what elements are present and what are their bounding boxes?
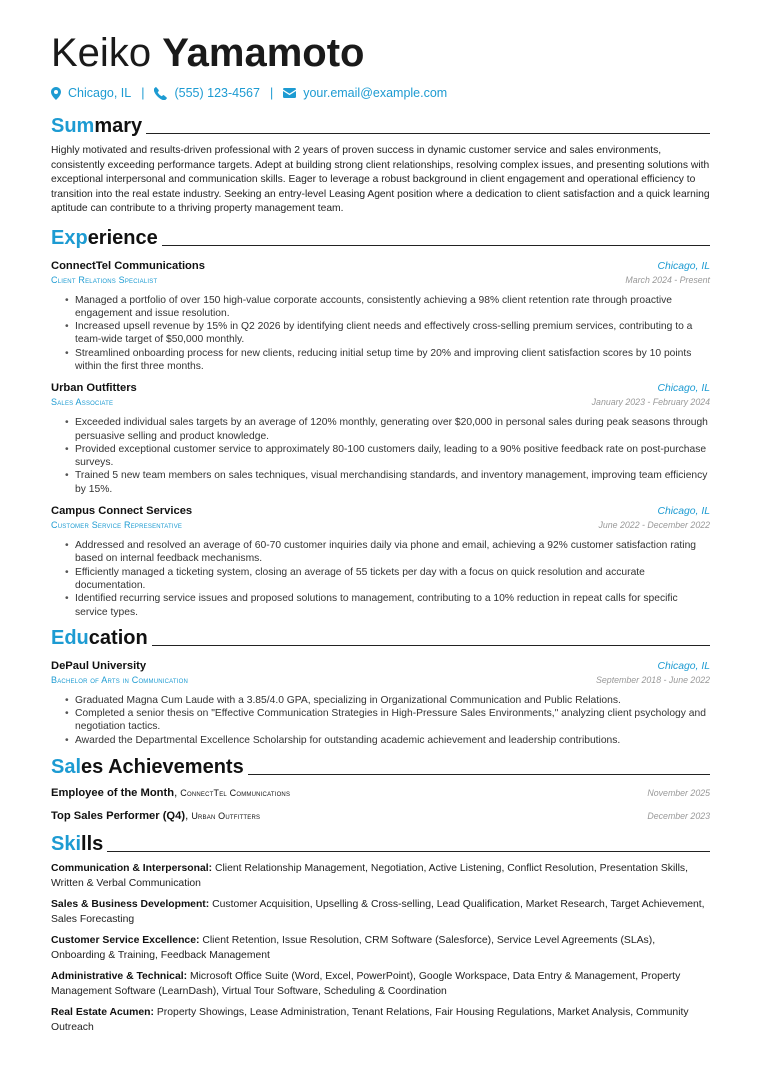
achievement-title: Top Sales Performer (Q4) (51, 810, 186, 823)
bullet-item: • Streamlined onboarding process for new clients, reducing initial setup time by 20% and improving client satisfaction scores by 10 points within the first three months. (65, 347, 710, 374)
bullet-item: • Provided exceptional customer service to approximately 80-100 customers daily, leading to a 90% positive feedback rate on post-purchase surveys. (65, 443, 710, 470)
resume (51, 30, 710, 1035)
section-education-heading (51, 626, 710, 650)
skill-label: Real Estate Acumen: (51, 1007, 154, 1019)
org-name: Campus Connect Services (51, 505, 193, 518)
bullet-item: • Completed a senior thesis on "Effective Communication Strategies in High-Pressure Sales Environments," analyzing client psychology and negotiation tactics. (65, 707, 710, 734)
skill-group (51, 898, 710, 927)
org-name: Urban Outfitters (51, 382, 137, 395)
contact-phone[interactable] (154, 85, 259, 101)
job-title: Client Relations Specialist (51, 274, 158, 285)
summary-text: Highly motivated and results-driven professional with 2 years of proven success in dynamic customer service and sales environments, consistently exceeding performance targets. Adept at building strong client relationships, resolving complex issues, and presenting solutions with exceptional interpersonal and communication skills. Eager to leverage a robust background in client engagement and operational efficiency to transition into the real estate industry. Seeking an entry-level Leasing Agent position where a dedication to client satisfaction and a quick learning aptitude can contribute to a thriving property management team. (51, 145, 710, 214)
degree: Bachelor of Arts in Communication (51, 674, 189, 685)
section-title: Skills (51, 833, 104, 856)
education-dates: September 2018 - June 2022 (596, 674, 710, 685)
section-title: Experience (51, 226, 158, 249)
bullet-item: • Trained 5 new team members on sales techniques, visual merchandising standards, and inventory management, improving team efficiency by 15%. (65, 469, 710, 496)
school-location: Chicago, IL (657, 660, 710, 672)
last-name: Yamamoto (162, 31, 365, 75)
candidate-name (51, 30, 710, 76)
org-location: Chicago, IL (657, 506, 710, 518)
email-link: your.email@example.com (303, 86, 448, 100)
job-dates: March 2024 - Present (625, 274, 710, 285)
bullet-item: • Increased upsell revenue by 15% in Q2 2026 by identifying client needs and effectively cross-selling premium services, contributing to a team-wide target of $50,000 monthly. (65, 320, 710, 347)
education-entry (51, 659, 710, 747)
skill-text: Microsoft Office Suite (Word, Excel, PowerPoint), Google Workspace, Data Entry & Management, Property Management Software (LearnDash), Virtual Tour Software, Scheduling & Coordination (51, 971, 681, 997)
skill-label: Customer Service Excellence: (51, 935, 200, 947)
achievement-item: Top Sales Performer (Q4), Urban Outfitters December 2023 (51, 810, 710, 823)
experience-entry (51, 504, 710, 619)
skill-text: Client Retention, Issue Resolution, CRM Software (Salesforce), Service Level Agreements (SLAs), Onboarding & Training, Feedback Management (51, 935, 656, 961)
skill-text: Property Showings, Lease Administration, Tenant Relations, Fair Housing Regulations, Market Analysis, Community Outreach (51, 1007, 689, 1033)
skill-label: Administrative & Technical: (51, 971, 188, 983)
contact-email[interactable] (283, 85, 447, 101)
bullet-item: • Addressed and resolved an average of 60-70 customer inquiries daily via phone and email, achieving a 92% customer satisfaction rating based on internal feedback mechanisms. (65, 539, 710, 566)
contact-separator: | (269, 86, 274, 100)
org-name: ConnectTel Communications (51, 259, 205, 272)
job-dates: January 2023 - February 2024 (591, 397, 710, 408)
section-rule (146, 133, 710, 134)
skill-group (51, 970, 710, 999)
bullet-list (65, 694, 710, 747)
bullet-item: • Awarded the Departmental Excellence Scholarship for outstanding academic achievement and leadership contributions. (65, 734, 710, 747)
contact-location (51, 85, 131, 101)
section-summary-heading (51, 114, 710, 138)
first-name: Keiko (51, 31, 152, 75)
job-dates: June 2022 - December 2022 (598, 520, 710, 531)
skill-text: Client Relationship Management, Negotiation, Active Listening, Conflict Resolution, Presentation Skills, Written & Verbal Communication (51, 863, 688, 889)
job-title: Customer Service Representative (51, 520, 183, 531)
section-rule (152, 645, 710, 646)
phone-icon (154, 87, 167, 100)
skill-label: Communication & Interpersonal: (51, 863, 213, 875)
map-pin-icon (51, 87, 61, 100)
job-title: Sales Associate (51, 397, 114, 408)
section-title: Summary (51, 115, 143, 137)
skill-group (51, 862, 710, 891)
experience-entry (51, 259, 710, 374)
bullet-item: • Graduated Magna Cum Laude with a 3.85/4.0 GPA, specializing in Organizational Communication and Public Relations. (65, 694, 710, 707)
envelope-icon (283, 88, 296, 98)
bullet-item: • Managed a portfolio of over 150 high-value corporate accounts, consistently achieving a 98% client retention rate through proactive engagement and issue resolution. (65, 294, 710, 321)
achievement-date: November 2025 (647, 788, 710, 799)
school-name: DePaul University (51, 659, 147, 672)
bullet-list (65, 294, 710, 374)
achievement-item: Employee of the Month, ConnectTel Communications November 2025 (51, 787, 710, 800)
skill-group (51, 934, 710, 963)
achievement-company: Urban Outfitters (191, 811, 261, 822)
bullet-list (65, 539, 710, 619)
contact-separator: | (141, 86, 145, 100)
org-location: Chicago, IL (657, 260, 710, 272)
section-rule (107, 851, 710, 852)
skill-label: Sales & Business Development: (51, 899, 210, 911)
section-experience-heading (51, 226, 710, 250)
section-rule (162, 245, 710, 246)
experience-entry (51, 381, 710, 496)
section-title: Sales Achievements (51, 756, 244, 779)
bullet-list (65, 416, 710, 496)
bullet-item: • Efficiently managed a ticketing system, closing an average of 55 tickets per day with a focus on quick resolution and accurate documentation. (65, 566, 710, 593)
achievement-date: December 2023 (647, 811, 710, 822)
bullet-item: • Identified recurring service issues and proposed solutions to management, contributing to a 10% reduction in repeat calls for specific service types. (65, 592, 710, 619)
phone-text: (555) 123-4567 (174, 86, 260, 100)
org-location: Chicago, IL (657, 383, 710, 395)
section-skills-heading (51, 832, 710, 856)
bullet-item: • Exceeded individual sales targets by an average of 120% monthly, generating over $20,000 in personal sales during peak seasons through persuasive selling and product knowledge. (65, 416, 710, 443)
skill-group (51, 1006, 710, 1035)
location-text: Chicago, IL (68, 86, 132, 100)
section-title: Education (51, 626, 148, 649)
section-rule (248, 774, 710, 775)
contact-bar (51, 85, 710, 101)
achievement-title: Employee of the Month (51, 787, 175, 800)
achievement-company: ConnectTel Communications (180, 788, 291, 799)
skill-text: Customer Acquisition, Upselling & Cross-selling, Lead Qualification, Market Research, Target Achievement, Sales Forecasting (51, 899, 705, 925)
section-achievements-heading (51, 755, 710, 779)
